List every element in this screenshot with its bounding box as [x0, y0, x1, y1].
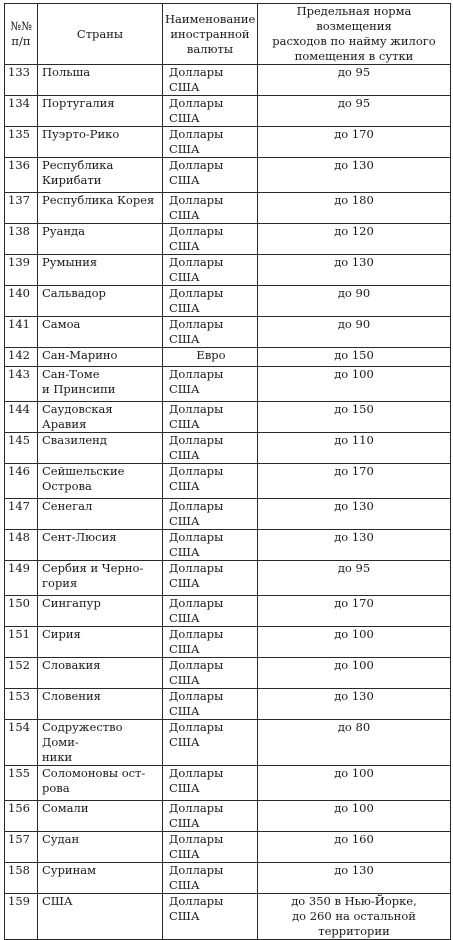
row-norm: до 130 [258, 255, 451, 286]
row-currency: Доллары США [163, 561, 258, 596]
row-num: 151 [5, 627, 38, 658]
row-num: 155 [5, 766, 38, 801]
row-country: Республика Кирибати [38, 158, 163, 193]
row-norm: до 120 [258, 224, 451, 255]
row-num: 139 [5, 255, 38, 286]
row-norm: до 130 [258, 158, 451, 193]
row-norm: до 350 в Нью-Йорке, до 260 на остальной территории [258, 894, 451, 940]
row-norm: до 100 [258, 801, 451, 832]
table-row [5, 158, 451, 193]
row-num: 158 [5, 863, 38, 894]
row-norm: до 80 [258, 720, 451, 766]
row-country: Саудовская Аравия [38, 402, 163, 433]
row-country: Сомали [38, 801, 163, 832]
header-currency: Наименование иностранной валюты [163, 4, 258, 65]
row-country: Словакия [38, 658, 163, 689]
row-currency: Доллары США [163, 317, 258, 348]
row-norm: до 170 [258, 596, 451, 627]
table-row [5, 499, 451, 530]
row-currency: Доллары США [163, 255, 258, 286]
row-country: Сейшельские Острова [38, 464, 163, 499]
row-country: Сенегал [38, 499, 163, 530]
row-country: Содружество Доми- ники [38, 720, 163, 766]
row-norm: до 150 [258, 348, 451, 367]
row-num: 136 [5, 158, 38, 193]
row-currency: Доллары США [163, 158, 258, 193]
row-currency: Евро [163, 348, 258, 367]
row-norm: до 100 [258, 766, 451, 801]
row-currency: Доллары США [163, 658, 258, 689]
row-num: 159 [5, 894, 38, 940]
row-country: Сингапур [38, 596, 163, 627]
row-currency: Доллары США [163, 286, 258, 317]
table-row [5, 96, 451, 127]
row-num: 140 [5, 286, 38, 317]
row-country: Судан [38, 832, 163, 863]
row-currency: Доллары США [163, 801, 258, 832]
table-row [5, 863, 451, 894]
table-row [5, 348, 451, 367]
row-country: Руанда [38, 224, 163, 255]
row-currency: Доллары США [163, 96, 258, 127]
row-country: Словения [38, 689, 163, 720]
table-row [5, 801, 451, 832]
row-country: Польша [38, 65, 163, 96]
row-country: Сирия [38, 627, 163, 658]
header-num: №№ п/п [5, 4, 38, 65]
row-country: Суринам [38, 863, 163, 894]
row-currency: Доллары США [163, 689, 258, 720]
header-country: Страны [38, 4, 163, 65]
table-row [5, 894, 451, 940]
row-country: Республика Корея [38, 193, 163, 224]
row-currency: Доллары США [163, 127, 258, 158]
table-row [5, 317, 451, 348]
row-currency: Доллары США [163, 863, 258, 894]
row-norm: до 95 [258, 96, 451, 127]
table-row [5, 255, 451, 286]
row-num: 144 [5, 402, 38, 433]
accommodation-norms-table [4, 3, 451, 940]
row-norm: до 130 [258, 499, 451, 530]
row-norm: до 90 [258, 317, 451, 348]
row-num: 152 [5, 658, 38, 689]
row-currency: Доллары США [163, 224, 258, 255]
row-currency: Доллары США [163, 499, 258, 530]
table-row [5, 224, 451, 255]
row-num: 148 [5, 530, 38, 561]
row-country: Пуэрто-Рико [38, 127, 163, 158]
table-row [5, 832, 451, 863]
row-currency: Доллары США [163, 766, 258, 801]
row-country: Сан-Томе и Принсипи [38, 367, 163, 402]
row-norm: до 130 [258, 530, 451, 561]
table-row [5, 433, 451, 464]
table-row [5, 65, 451, 96]
row-currency: Доллары США [163, 530, 258, 561]
row-norm: до 100 [258, 658, 451, 689]
row-num: 143 [5, 367, 38, 402]
row-norm: до 100 [258, 627, 451, 658]
table-header [5, 4, 451, 65]
row-norm: до 160 [258, 832, 451, 863]
row-norm: до 180 [258, 193, 451, 224]
row-num: 135 [5, 127, 38, 158]
row-country: Свазиленд [38, 433, 163, 464]
row-country: Сальвадор [38, 286, 163, 317]
row-norm: до 100 [258, 367, 451, 402]
row-norm: до 110 [258, 433, 451, 464]
table-row [5, 464, 451, 499]
row-norm: до 90 [258, 286, 451, 317]
table-row [5, 627, 451, 658]
row-num: 153 [5, 689, 38, 720]
row-currency: Доллары США [163, 65, 258, 96]
table-row [5, 127, 451, 158]
row-country: США [38, 894, 163, 940]
table-row [5, 561, 451, 596]
row-norm: до 95 [258, 65, 451, 96]
row-num: 154 [5, 720, 38, 766]
row-country: Румыния [38, 255, 163, 286]
table-row [5, 689, 451, 720]
row-country: Сент-Люсия [38, 530, 163, 561]
table-body [5, 65, 451, 940]
row-currency: Доллары США [163, 894, 258, 940]
row-num: 147 [5, 499, 38, 530]
row-country: Соломоновы ост- рова [38, 766, 163, 801]
row-currency: Доллары США [163, 193, 258, 224]
row-norm: до 130 [258, 863, 451, 894]
table-row [5, 720, 451, 766]
table-row [5, 766, 451, 801]
row-norm: до 150 [258, 402, 451, 433]
row-num: 142 [5, 348, 38, 367]
row-num: 141 [5, 317, 38, 348]
row-currency: Доллары США [163, 464, 258, 499]
table-row [5, 530, 451, 561]
table-row [5, 596, 451, 627]
row-country: Сербия и Черно- гория [38, 561, 163, 596]
row-currency: Доллары США [163, 367, 258, 402]
header-norm: Предельная норма возмещения расходов по найму жилого помещения в сутки [258, 4, 451, 65]
row-currency: Доллары США [163, 596, 258, 627]
row-num: 150 [5, 596, 38, 627]
row-country: Самоа [38, 317, 163, 348]
row-currency: Доллары США [163, 402, 258, 433]
row-norm: до 130 [258, 689, 451, 720]
row-country: Португалия [38, 96, 163, 127]
row-currency: Доллары США [163, 627, 258, 658]
row-norm: до 170 [258, 127, 451, 158]
row-num: 146 [5, 464, 38, 499]
row-num: 156 [5, 801, 38, 832]
row-num: 138 [5, 224, 38, 255]
table-row [5, 367, 451, 402]
row-num: 145 [5, 433, 38, 464]
row-num: 134 [5, 96, 38, 127]
row-currency: Доллары США [163, 433, 258, 464]
row-norm: до 170 [258, 464, 451, 499]
row-currency: Доллары США [163, 832, 258, 863]
row-currency: Доллары США [163, 720, 258, 766]
row-num: 133 [5, 65, 38, 96]
row-country: Сан-Марино [38, 348, 163, 367]
row-num: 149 [5, 561, 38, 596]
row-norm: до 95 [258, 561, 451, 596]
table-row [5, 193, 451, 224]
row-num: 137 [5, 193, 38, 224]
table-row [5, 286, 451, 317]
row-num: 157 [5, 832, 38, 863]
table-row [5, 402, 451, 433]
table-row [5, 658, 451, 689]
